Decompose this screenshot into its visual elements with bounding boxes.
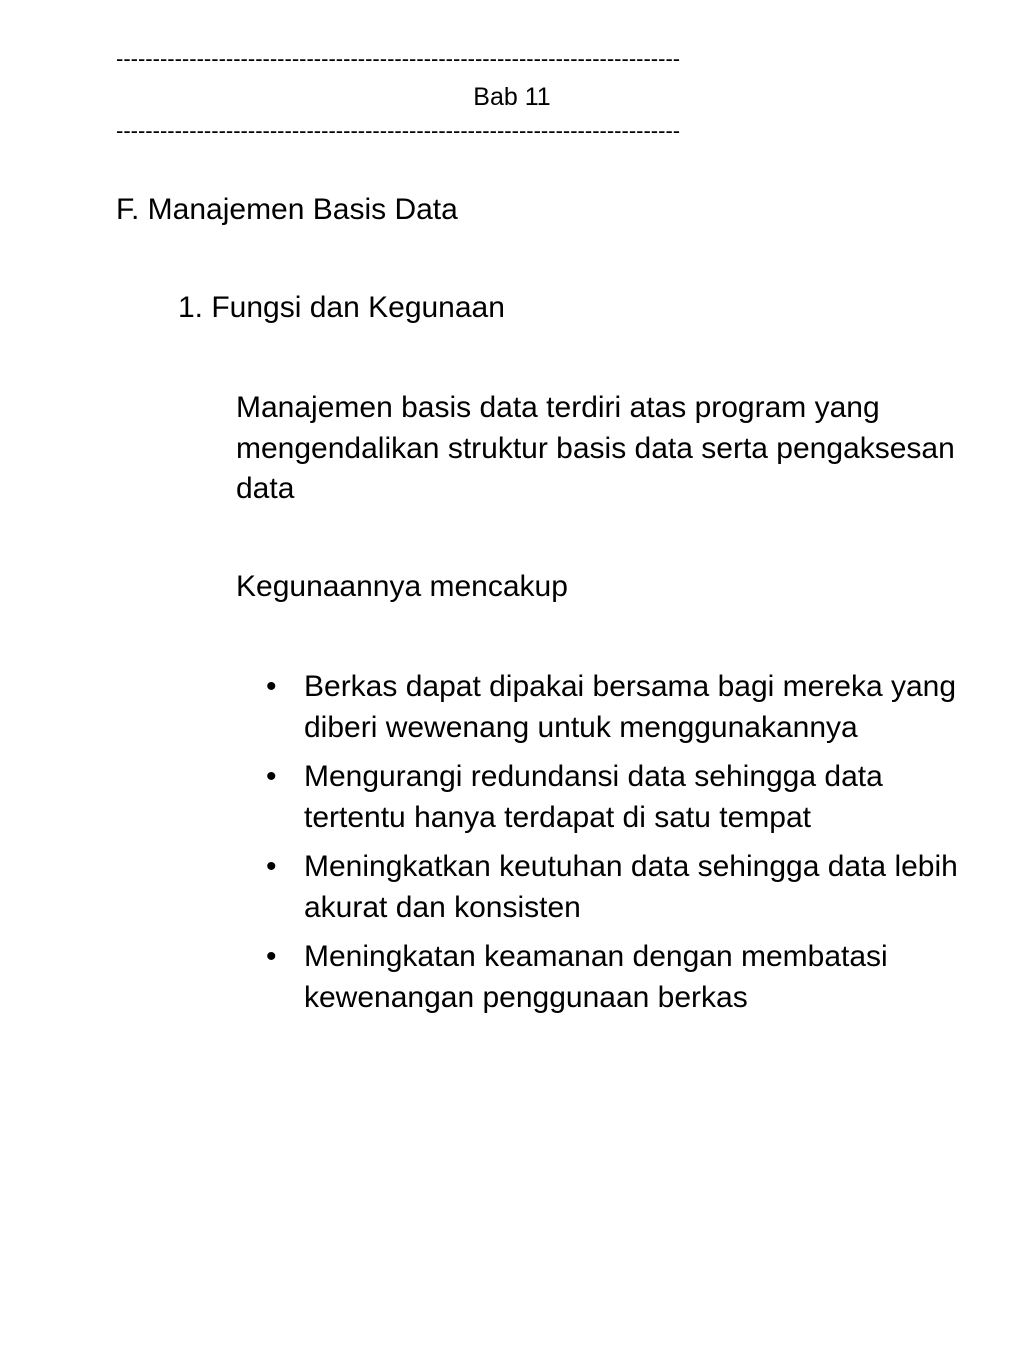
list-item-text: Berkas dapat dipakai bersama bagi mereka yang diberi wewenang untuk menggunakannya xyxy=(304,670,957,744)
list-item xyxy=(266,937,986,1018)
bullet-icon: • xyxy=(266,760,277,793)
bullet-icon: • xyxy=(266,940,277,973)
list-item xyxy=(266,847,986,928)
list-item-text: Meningkatan keamanan dengan membatasi kewenangan penggunaan berkas xyxy=(304,940,888,1014)
section-title: F. Manajemen Basis Data xyxy=(116,193,458,226)
header-rule-bottom: ----------------------------------------------------------------------------- xyxy=(116,120,681,142)
list-item-text: Meningkatkan keutuhan data sehingga data lebih akurat dan konsisten xyxy=(304,850,958,924)
bullet-icon: • xyxy=(266,670,277,703)
definition-paragraph: Manajemen basis data terdiri atas program yang mengendalikan struktur basis data serta pengaksesan data xyxy=(236,391,955,505)
uses-intro-paragraph: Kegunaannya mencakup xyxy=(236,570,568,603)
chapter-label: Bab 11 xyxy=(473,83,551,111)
list-item xyxy=(266,667,986,748)
list-item xyxy=(266,757,986,838)
header-rule-top: ----------------------------------------------------------------------------- xyxy=(116,48,681,70)
uses-bullet-list xyxy=(266,667,986,1027)
subsection-title: 1. Fungsi dan Kegunaan xyxy=(178,291,505,324)
bullet-icon: • xyxy=(266,850,277,883)
list-item-text: Mengurangi redundansi data sehingga data tertentu hanya terdapat di satu tempat xyxy=(304,760,883,834)
